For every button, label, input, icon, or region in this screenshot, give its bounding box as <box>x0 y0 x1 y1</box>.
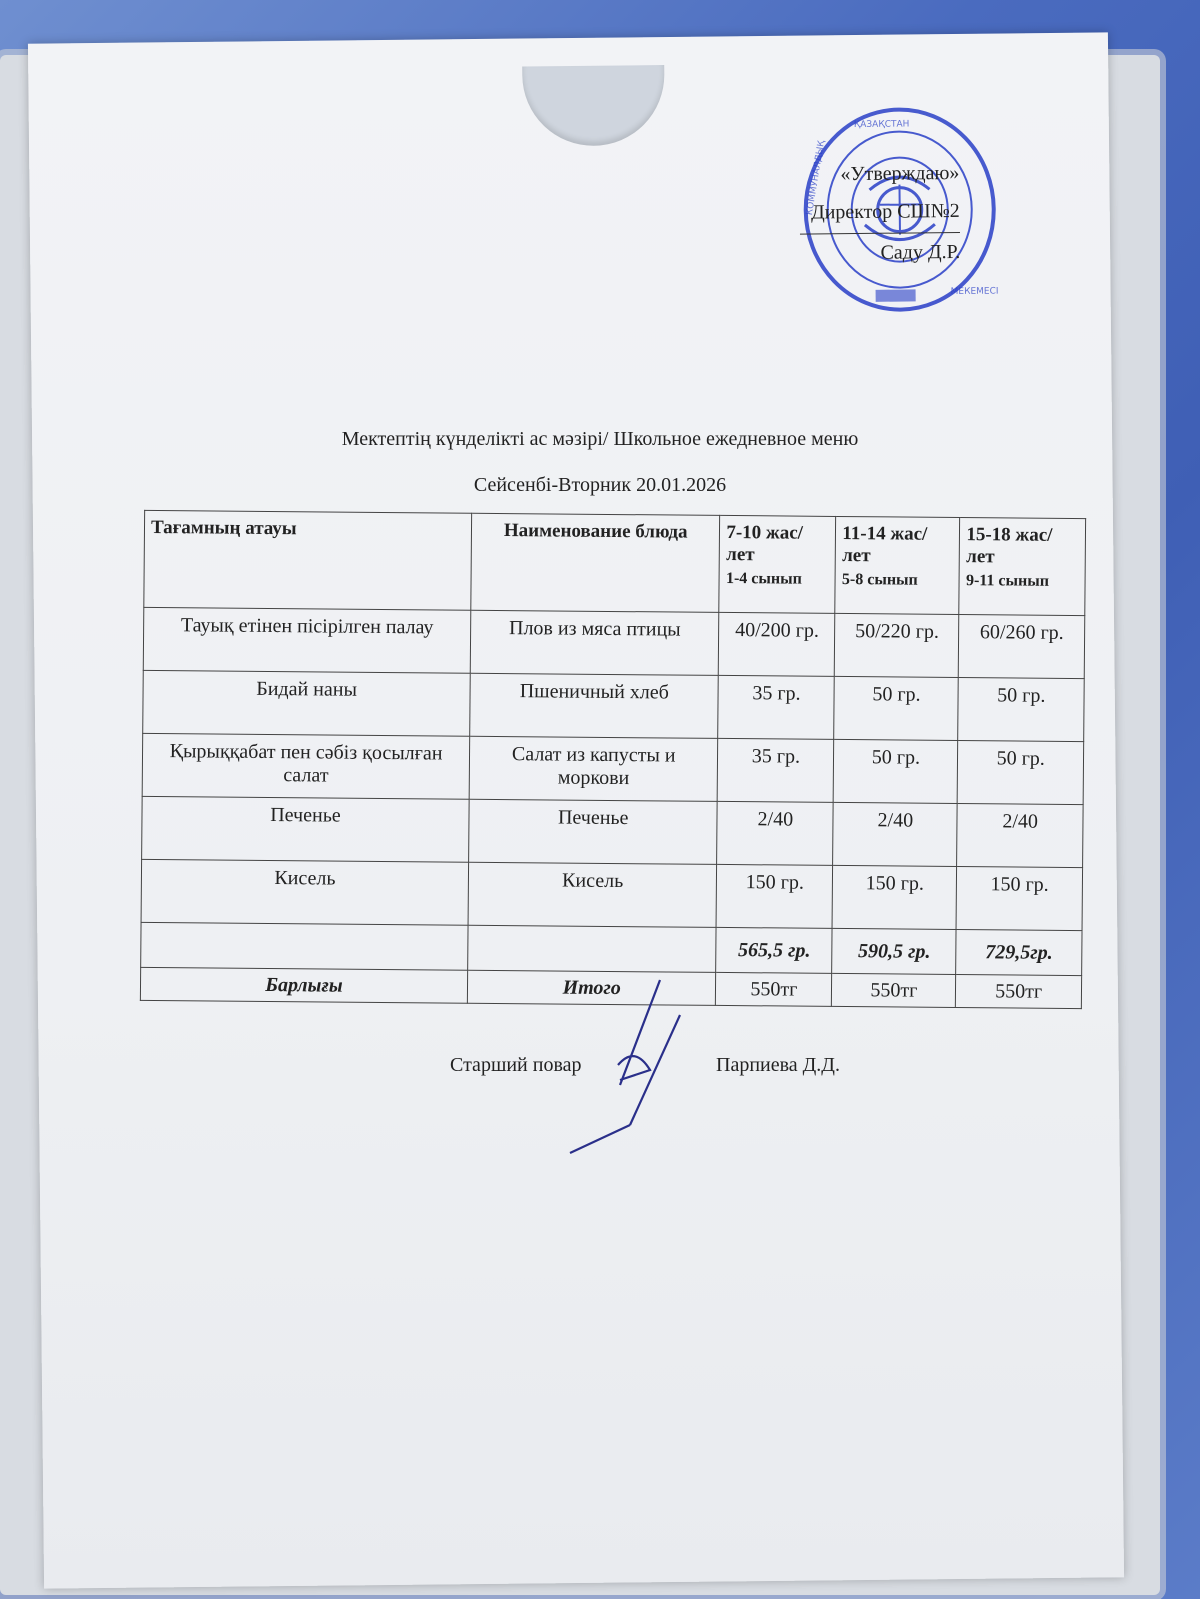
portion-15-18: 60/260 гр. <box>959 615 1085 679</box>
table-row <box>143 607 1085 678</box>
total-11-14: 590,5 гр. <box>832 928 956 974</box>
dish-kazakh: Бидай наны <box>143 670 471 736</box>
chef-role: Старший повар <box>450 1054 582 1076</box>
dish-kazakh: Кисель <box>141 859 469 925</box>
column-header-age-11-14: 11-14 жас/лет 5-8 сынып <box>835 516 960 614</box>
total-15-18: 729,5гр. <box>956 930 1082 976</box>
portion-7-10: 35 гр. <box>718 675 834 739</box>
portion-11-14: 150 гр. <box>832 865 957 929</box>
svg-text:ҚАЗАҚСТАН: ҚАЗАҚСТАН <box>853 119 910 131</box>
portion-11-14: 50/220 гр. <box>835 613 960 677</box>
svg-text:КОММУНАЛДЫҚ: КОММУНАЛДЫҚ <box>804 139 828 216</box>
price-7-10: 550тг <box>716 972 832 1006</box>
portion-15-18: 150 гр. <box>956 867 1082 931</box>
table-row <box>142 796 1084 867</box>
total-empty <box>468 925 717 972</box>
price-15-18: 550тг <box>956 975 1082 1009</box>
dish-kazakh: Тауық етінен пісірілген палау <box>143 607 471 673</box>
dish-russian: Печенье <box>469 799 718 864</box>
table-header-row <box>144 510 1086 615</box>
column-header-kazakh: Тағамның атауы <box>144 510 472 610</box>
table-row <box>143 670 1085 741</box>
approval-block <box>799 154 960 273</box>
price-11-14: 550тг <box>832 973 956 1007</box>
menu-date: Сейсенбі-Вторник 20.01.2026 <box>473 474 727 496</box>
total-empty <box>141 922 468 970</box>
portion-15-18: 2/40 <box>957 804 1083 868</box>
portion-7-10: 2/40 <box>717 801 833 865</box>
svg-text:МЕКЕМЕСІ: МЕКЕМЕСІ <box>950 286 999 298</box>
dish-russian: Салат из капусты и моркови <box>469 736 718 801</box>
dish-kazakh: Қырыққабат пен сәбіз қосылған салат <box>142 733 470 799</box>
portion-11-14: 50 гр. <box>834 739 959 803</box>
menu-title: Мектептің күнделікті ас мәзірі/ Школьное ежедневное меню <box>341 428 859 450</box>
column-header-age-7-10: 7-10 жас/лет 1-4 сынып <box>719 515 836 613</box>
dish-russian: Пшеничный хлеб <box>470 673 719 738</box>
portion-15-18: 50 гр. <box>958 678 1084 742</box>
total-7-10: 565,5 гр. <box>716 927 832 973</box>
approval-name: Саду Д.Р. <box>880 240 961 264</box>
portion-11-14: 50 гр. <box>834 676 959 740</box>
portion-15-18: 50 гр. <box>958 741 1084 805</box>
table-row <box>141 859 1083 930</box>
totals-row <box>141 922 1082 975</box>
dish-russian: Плов из мяса птицы <box>470 610 719 675</box>
portion-7-10: 35 гр. <box>718 738 834 802</box>
menu-table <box>140 510 1086 1009</box>
approval-heading: «Утверждаю» <box>840 161 960 186</box>
column-header-age-15-18: 15-18 жас/лет 9-11 сынып <box>959 518 1085 616</box>
approval-position: Директор СШ№2 <box>810 199 960 224</box>
portion-11-14: 2/40 <box>833 802 958 866</box>
portion-7-10: 150 гр. <box>716 864 832 928</box>
holder-notch <box>522 65 665 146</box>
column-header-russian: Наименование блюда <box>471 513 720 612</box>
dish-kazakh: Печенье <box>142 796 470 862</box>
chef-name: Парпиева Д.Д. <box>716 1054 840 1076</box>
price-label-russian: Итого <box>467 970 716 1005</box>
table-row <box>142 733 1084 804</box>
portion-7-10: 40/200 гр. <box>719 612 835 676</box>
price-label-kazakh: Барлығы <box>140 967 467 1003</box>
dish-russian: Кисель <box>468 862 717 927</box>
